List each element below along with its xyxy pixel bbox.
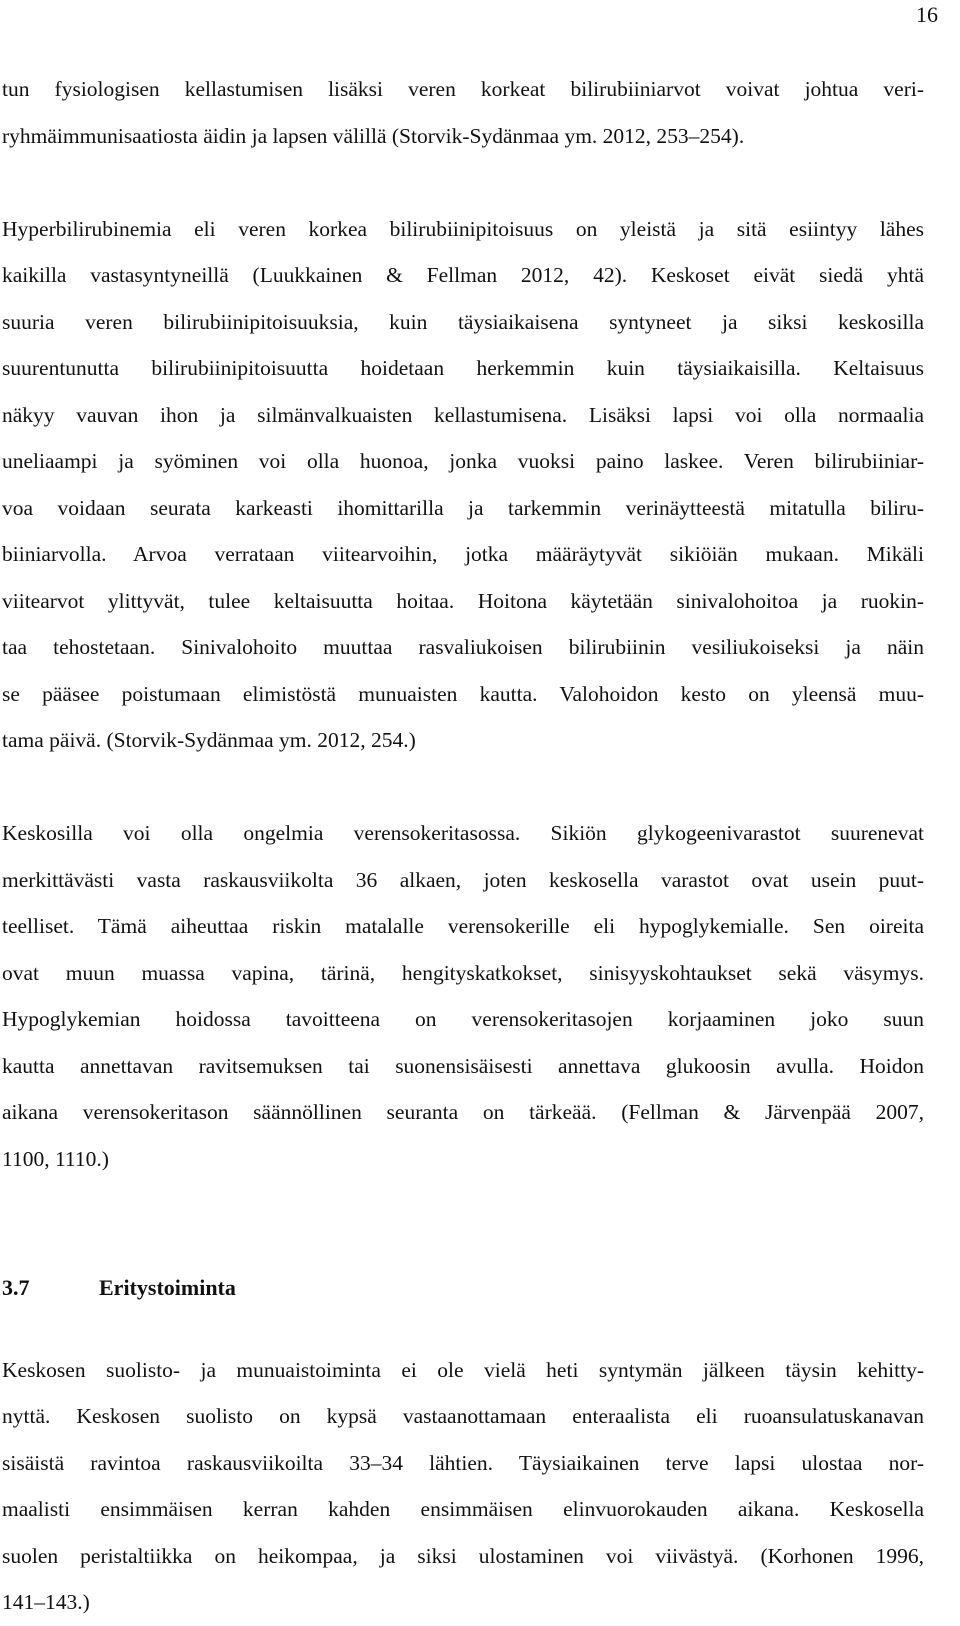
text-line: Keskosilla voi olla ongelmia verensokeritasossa. Sikiön glykogeenivarastot suurenevat (2, 821, 924, 845)
paragraph (2, 1347, 924, 1626)
text-line: Hypoglykemian hoidossa tavoitteena on verensokeritasojen korjaaminen joko suun (2, 1007, 924, 1031)
text-line: taa tehostetaan. Sinivalohoito muuttaa rasvaliukoisen bilirubiinin vesiliukoiseksi ja näin (2, 635, 924, 659)
text-line: suolen peristaltiikka on heikompaa, ja siksi ulostaminen voi viivästyä. (Korhonen 1996, (2, 1543, 924, 1568)
text-line: uneliaampi ja syöminen voi olla huonoa, jonka vuoksi paino laskee. Veren bilirubiiniar- (2, 449, 924, 473)
section-title: Eritystoiminta (99, 1274, 236, 1300)
text-line: suurentunutta bilirubiinipitoisuutta hoidetaan herkemmin kuin täysiaikaisilla. Keltaisuus (2, 356, 924, 380)
text-line: näkyy vauvan ihon ja silmänvalkuaisten kellastumisena. Lisäksi lapsi voi olla normaalia (2, 402, 924, 427)
document-body (2, 66, 924, 1626)
text-line: ryhmäimmunisaatiosta äidin ja lapsen välillä (Storvik-Sydänmaa ym. 2012, 253–254). (2, 123, 745, 148)
text-line: voa voidaan seurata karkeasti ihomittarilla ja tarkemmin verinäytteestä mitatulla biliru- (2, 495, 924, 520)
section-heading (2, 1265, 924, 1311)
text-line: Keskosen suolisto- ja munuaistoiminta ei ole vielä heti syntymän jälkeen täysin kehitty- (2, 1357, 924, 1382)
text-line: kautta annettavan ravitsemuksen tai suonensisäisesti annettava glukoosin avulla. Hoidon (2, 1053, 924, 1078)
text-line: teelliset. Tämä aiheuttaa riskin matalalle verensokerille eli hypoglykemialle. Sen oireita (2, 914, 924, 938)
paragraph (2, 66, 924, 159)
text-line: viitearvot ylittyvät, tulee keltaisuutta hoitaa. Hoitona käytetään sinivalohoitoa ja ruokin- (2, 588, 924, 613)
text-line: sisäistä ravintoa raskausviikoilta 33–34 lähtien. Täysiaikainen terve lapsi ulostaa nor- (2, 1450, 924, 1475)
text-line: aikana verensokeritason säännöllinen seuranta on tärkeää. (Fellman & Järvenpää 2007, (2, 1100, 924, 1124)
text-line: kaikilla vastasyntyneillä (Luukkainen & Fellman 2012, 42). Keskoset eivät siedä yhtä (2, 263, 924, 287)
text-line: se pääsee poistumaan elimistöstä munuaisten kautta. Valohoidon kesto on yleensä muu- (2, 681, 924, 706)
text-line: Hyperbilirubinemia eli veren korkea bilirubiinipitoisuus on yleistä ja sitä esiintyy lähes (2, 216, 924, 241)
text-line: tun fysiologisen kellastumisen lisäksi veren korkeat bilirubiiniarvot voivat johtua veri- (2, 77, 924, 101)
text-line: 141–143.) (2, 1590, 90, 1614)
section-number: 3.7 (2, 1274, 30, 1300)
text-line: tama päivä. (Storvik-Sydänmaa ym. 2012, 254.) (2, 728, 416, 752)
page-number: 16 (916, 2, 938, 27)
text-line: biiniarvolla. Arvoa verrataan viitearvoihin, jotka määräytyvät sikiöiän mukaan. Mikäli (2, 542, 924, 566)
text-line: 1100, 1110.) (2, 1146, 109, 1171)
text-line: maalisti ensimmäisen kerran kahden ensimmäisen elinvuorokauden aikana. Keskosella (2, 1497, 924, 1521)
text-line: merkittävästi vasta raskausviikolta 36 alkaen, joten keskosella varastot ovat usein puut- (2, 867, 924, 892)
paragraph (2, 810, 924, 1182)
text-line: suuria veren bilirubiinipitoisuuksia, kuin täysiaikaisena syntyneet ja siksi keskosilla (2, 309, 924, 334)
paragraph (2, 206, 924, 764)
text-line: ovat muun muassa vapina, tärinä, hengityskatkokset, sinisyyskohtaukset sekä väsymys. (2, 960, 924, 985)
text-line: nyttä. Keskosen suolisto on kypsä vastaanottamaan enteraalista eli ruoansulatuskanavan (2, 1404, 924, 1428)
